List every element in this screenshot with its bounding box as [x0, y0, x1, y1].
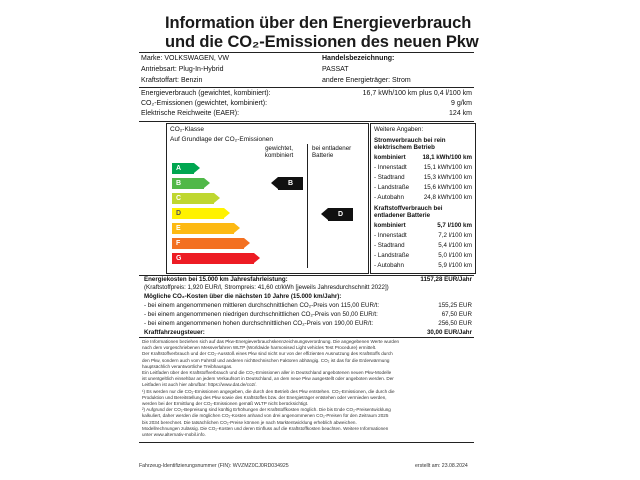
- row-value: 5,0 l/100 km: [438, 252, 472, 259]
- electric-range-value: 124 km: [449, 110, 472, 117]
- fine-print-line: den Pkw, sondern auch vom Fahrstil und anderen nichttechnischen Faktoren abhängig. CO₂ ist das für die Erderwärmung: [142, 357, 390, 363]
- column-divider: [307, 144, 308, 268]
- row-label: - Autobahn: [374, 262, 404, 269]
- co2-class-panel: [166, 123, 369, 274]
- row-value: 15,1 kWh/100 km: [423, 164, 472, 171]
- brand: Marke: VOLKSWAGEN, VW: [141, 55, 230, 62]
- fine-print-line: Modellrechnungen zulässig. Die CO₂-Kosten und deren Einfluss auf die Kraftstoffkosten beachten. Weitere Informationen: [142, 425, 389, 431]
- row-value: 24,8 kWh/100 km: [423, 194, 472, 201]
- vehicle-tax-label: Kraftfahrzeugsteuer:: [144, 329, 205, 336]
- co2-cost-heading: Mögliche CO₂-Kosten über die nächsten 10 Jahre (15.000 km/Jahr):: [144, 293, 342, 300]
- row-value: 15,6 kWh/100 km: [423, 184, 472, 191]
- title-line-2: und die CO₂-Emissionen des neuen Pkw: [165, 33, 479, 51]
- class-bar-b: B: [172, 178, 204, 189]
- row-label: - Innenstadt: [374, 164, 407, 171]
- fine-print: [142, 339, 472, 438]
- co2-cost-mid-label: - bei einem angenommenen mittleren durchschnittlichen CO₂-Preis von 115,00 EUR/t:: [144, 302, 380, 309]
- row-value: 5,4 l/100 km: [438, 242, 472, 249]
- class-bar-d: D: [172, 208, 224, 219]
- indicator-discharged: D: [328, 208, 353, 221]
- trade-name-value: PASSAT: [322, 66, 349, 73]
- co2-emissions-value: 9 g/km: [450, 100, 472, 107]
- energy-cost-label: Energiekosten bei 15.000 km Jahresfahrleistung:: [144, 276, 288, 283]
- energy-consumption-label: Energieverbrauch (gewichtet, kombiniert):: [141, 90, 271, 97]
- fuel-type: Kraftstoffart: Benzin: [141, 77, 203, 84]
- fine-print-line: nach dem vorgeschriebenen Messverfahren WLTP (Worldwide harmonised Light vehicles Test Procedure) ermittelt.: [142, 345, 377, 351]
- trade-name-label: Handelsbezeichnung:: [322, 55, 395, 62]
- price-note: (Kraftstoffpreis: 1,920 EUR/l, Strompreis: 41,60 ct/kWh [jeweils Jahresdurchschnitt 2022]): [144, 284, 389, 291]
- consumption-section: [139, 88, 474, 121]
- fine-print-line: werden bei der Ermittlung der CO₂-Emissionen gemäß WLTP nicht berücksichtigt.: [142, 401, 309, 407]
- row-label: kombiniert: [374, 222, 406, 229]
- row-value: 5,9 l/100 km: [438, 262, 472, 269]
- co2-emissions-label: CO₂-Emissionen (gewichtet, kombiniert):: [141, 100, 268, 107]
- divider: [139, 121, 474, 122]
- costs-section: [139, 276, 474, 336]
- co2-class-subheading: Auf Grundlage der CO₂-Emissionen: [170, 136, 273, 143]
- row-label: - Innenstadt: [374, 232, 407, 239]
- fine-print-line: Der Kraftstoffverbrauch und der CO₂-Ausstoß eines Pkw sind nicht nur von der effizienten Ausnutzung des Kraftstoffs durch: [142, 351, 393, 357]
- fine-print-line: Produktion und Bereitstellung des Pkw sowie des Kraftstoffes bzw. der Energieträger entstehen oder vermieden werden,: [142, 394, 387, 400]
- energy-cost-value: 1157,28 EUR/Jahr: [420, 276, 472, 283]
- row-label: - Landstraße: [374, 252, 410, 259]
- created-date: erstellt am: 23.08.2024: [415, 463, 468, 469]
- row-label: - Stadtrand: [374, 242, 405, 249]
- co2-cost-low-value: 67,50 EUR: [441, 311, 472, 318]
- co2-cost-low-label: - bei einem angenommenen niedrigen durchschnittlichen CO₂-Preis von 50,00 EUR/t:: [144, 311, 378, 318]
- row-label: - Autobahn: [374, 194, 404, 201]
- fine-print-line: Ein Leitfaden über den Kraftstoffverbrauch und die CO₂-Emissionen aller in Deutschland angebotenen neuen Pkw-Modelle: [142, 370, 392, 376]
- energy-consumption-value: 16,7 kWh/100 km plus 0,4 l/100 km: [362, 90, 472, 97]
- vin-number: Fahrzeug-Identifizierungsnummer (FIN): WVZMZ0CJ0RD034925: [139, 463, 289, 469]
- fine-print-line: bis 2034 berechnet. Die tatsächlichen CO₂-Preise können je nach Marktentwicklung erheblich abweichen.: [142, 419, 357, 425]
- other-energy-carrier: andere Energieträger: Strom: [322, 77, 411, 84]
- class-bar-c: C: [172, 193, 214, 204]
- row-value: 18,1 kWh/100 km: [422, 154, 472, 161]
- vehicle-info: [139, 52, 474, 88]
- fuel-heading: Kraftstoffverbrauch bei entladener Batterie: [374, 205, 443, 219]
- class-bar-e: E: [172, 223, 234, 234]
- indicator-weighted: B: [278, 177, 303, 190]
- column-discharged: bei entladener Batterie: [312, 145, 352, 159]
- class-bar-a: A: [172, 163, 194, 174]
- further-heading: Weitere Angaben:: [374, 126, 424, 133]
- row-label: - Landstraße: [374, 184, 410, 191]
- drive-type: Antriebsart: Plug-In-Hybrid: [141, 66, 224, 73]
- fine-print-line: hauptsächlich verantwortliche Treibhausgas.: [142, 363, 233, 369]
- co2-class-heading: CO₂-Klasse: [170, 126, 204, 133]
- column-weighted: gewichtet, kombiniert: [264, 145, 294, 159]
- row-label: - Stadtrand: [374, 174, 405, 181]
- co2-cost-mid-value: 155,25 EUR: [438, 302, 472, 309]
- co2-cost-high-value: 256,50 EUR: [438, 320, 472, 327]
- fine-print-line: Leitfaden ist auch hier abrufbar: https://www.dat.de/co2/.: [142, 382, 257, 388]
- vehicle-tax-value: 30,00 EUR/Jahr: [426, 329, 472, 336]
- electric-range-label: Elektrische Reichweite (EAER):: [141, 110, 240, 117]
- fine-print-line: ²) Aufgrund der CO₂-Bepreisung sind künftig Erhöhungen der Kraftstoffkosten möglich. Die bis Ende CO₂-Preisentwicklung: [142, 407, 391, 413]
- further-info-panel: [370, 123, 476, 274]
- fine-print-line: Die Informationen beziehen sich auf das Pkw-Energieverbrauchskennzeichnungsverordnung. Die angegebenen Werte wurden: [142, 339, 400, 344]
- fine-print-line: ist unentgeltlich einsehbar an jedem Verkaufsort in Deutschland, an dem neue Pkw ausgestellt oder angeboten werden. Der: [142, 376, 394, 382]
- row-value: 15,3 kWh/100 km: [423, 174, 472, 181]
- class-bar-f: F: [172, 238, 244, 249]
- row-value: 5,7 l/100 km: [437, 222, 472, 229]
- co2-cost-high-label: - bei einem angenommenen hohen durchschnittlichen CO₂-Preis von 190,00 EUR/t:: [144, 320, 374, 327]
- fine-print-line: unter www.alternativ-mobil.info.: [142, 432, 206, 438]
- title-line-1: Information über den Energieverbrauch: [165, 14, 472, 32]
- electric-heading: Stromverbrauch bei rein elektrischem Betrieb: [374, 137, 446, 151]
- fine-print-line: kalkuliert, daher werden die möglichen CO₂-Kosten anhand von drei angenommenen CO₂-Preisen für den Zeitraum 2025: [142, 413, 389, 419]
- fine-print-line: ¹) Es werden nur die CO₂-Emissionen angegeben, die durch den Betrieb des Pkw entstehen. CO₂-Emissionen, die durch die: [142, 388, 395, 394]
- row-value: 7,2 l/100 km: [438, 232, 472, 239]
- divider: [139, 337, 474, 338]
- class-bar-g: G: [172, 253, 254, 264]
- row-label: kombiniert: [374, 154, 406, 161]
- divider: [139, 442, 474, 443]
